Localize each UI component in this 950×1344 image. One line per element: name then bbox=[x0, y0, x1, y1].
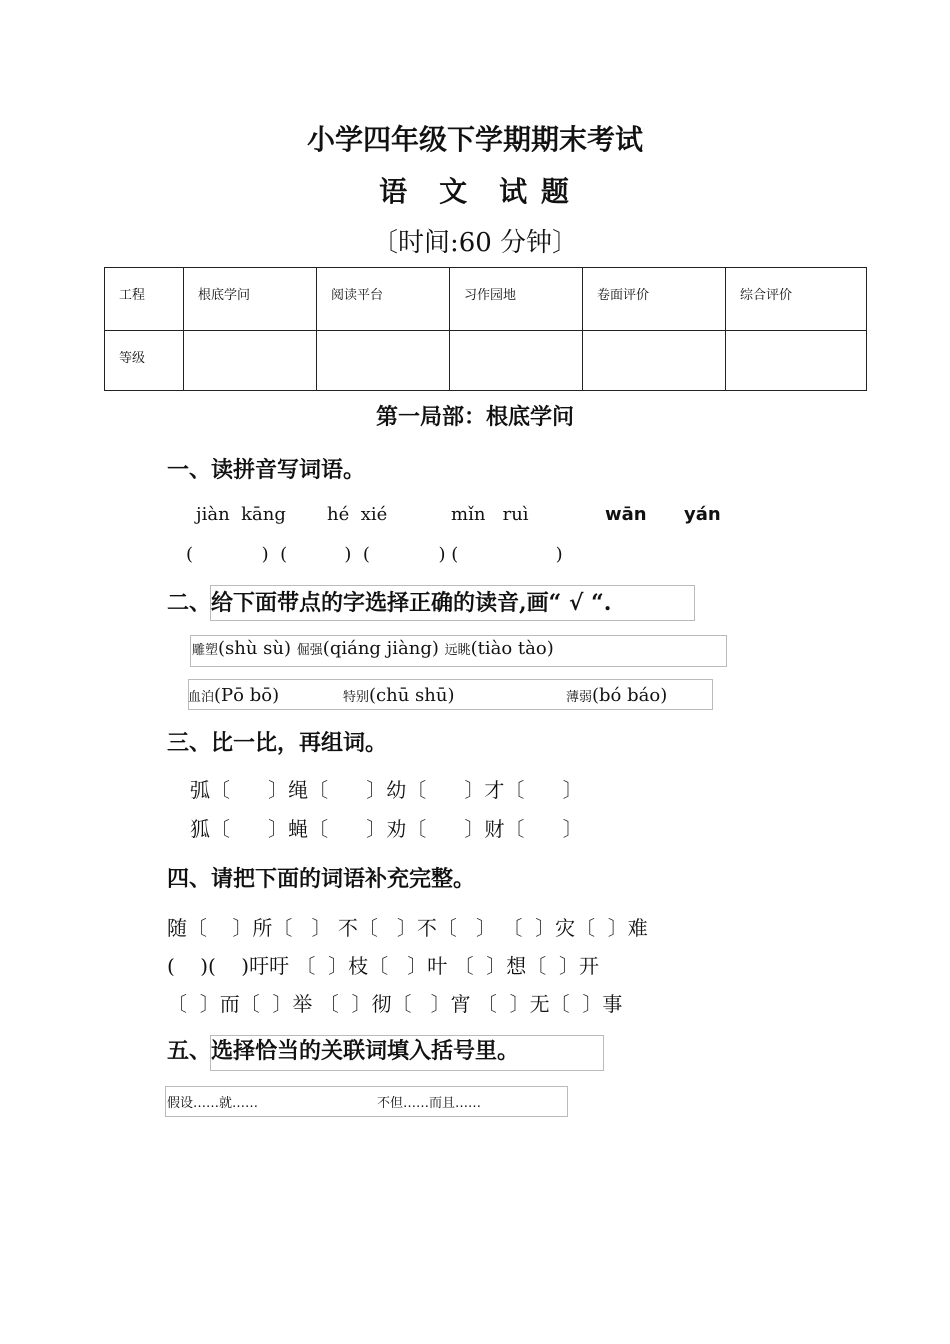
q4-row1[interactable]: 随〔 〕所〔 〕 不〔 〕不〔 〕 〔 〕灾〔 〕难 bbox=[167, 916, 648, 940]
part1-title: 第一局部：根底学问 bbox=[375, 404, 574, 430]
q4-row3[interactable]: 〔 〕而〔 〕举 〔 〕彻〔 〕宵 〔 〕无〔 〕事 bbox=[167, 992, 623, 1016]
q2-options[interactable]: (shù sù) bbox=[218, 638, 292, 659]
score-row-label: 等级 bbox=[105, 331, 184, 391]
score-header-cell: 工程 bbox=[105, 268, 184, 331]
score-header-cell: 综合评价 bbox=[726, 268, 867, 331]
score-cell[interactable] bbox=[317, 331, 450, 391]
q1-pinyin-1: jiàn kāng bbox=[196, 504, 286, 525]
score-header-cell: 卷面评价 bbox=[583, 268, 726, 331]
q1-pinyin-4: wān bbox=[605, 504, 647, 525]
q1-pinyin-3: mǐn ruì bbox=[451, 504, 529, 525]
q2-options[interactable]: (bó báo) bbox=[592, 685, 668, 706]
q2-options[interactable]: (tiào tào) bbox=[470, 638, 554, 659]
q2-word: 薄弱 bbox=[566, 690, 593, 705]
q1-title: 一、读拼音写词语。 bbox=[167, 457, 366, 483]
exam-title: 小学四年级下学期期末考试 bbox=[306, 123, 643, 156]
q3-row1[interactable]: 弧〔 〕绳〔 〕幼〔 〕才〔 〕 bbox=[190, 778, 583, 802]
score-header-cell: 阅读平台 bbox=[317, 268, 450, 331]
score-cell[interactable] bbox=[726, 331, 867, 391]
q2-line2b bbox=[343, 685, 454, 706]
q2-title: 二、给下面带点的字选择正确的读音,画“ √ “. bbox=[167, 590, 612, 616]
score-cell[interactable] bbox=[184, 331, 317, 391]
score-header-cell: 根底学问 bbox=[184, 268, 317, 331]
q2-word: 远眺 bbox=[444, 643, 471, 658]
q2-options[interactable]: (qiáng jiàng) bbox=[322, 638, 439, 659]
exam-subject: 语 文 试 题 bbox=[379, 175, 571, 208]
q2-word: 血泊 bbox=[188, 690, 215, 705]
q2-word: 雕塑 bbox=[192, 643, 219, 658]
score-cell[interactable] bbox=[583, 331, 726, 391]
q1-answer-blanks[interactable]: ( ) ( ) ( ) ( ) bbox=[186, 544, 563, 565]
q2-word: 特别 bbox=[343, 690, 370, 705]
q1-pinyin-2: hé xié bbox=[327, 504, 388, 525]
q2-options[interactable]: (chū shū) bbox=[369, 685, 455, 706]
q2-word: 倔强 bbox=[296, 643, 323, 658]
q2-line2 bbox=[188, 685, 279, 706]
q3-title: 三、比一比，再组词。 bbox=[167, 730, 388, 756]
score-header-cell: 习作园地 bbox=[450, 268, 583, 331]
score-cell[interactable] bbox=[450, 331, 583, 391]
exam-time: 〔时间:60 分钟〕 bbox=[371, 228, 579, 258]
q2-line1 bbox=[192, 638, 554, 659]
score-table bbox=[104, 267, 867, 391]
q4-row2[interactable]: ( )( )吁吁 〔 〕枝〔 〕叶 〔 〕想〔 〕开 bbox=[167, 954, 600, 978]
q2-line2c bbox=[566, 685, 667, 706]
q4-title: 四、请把下面的词语补充完整。 bbox=[167, 866, 476, 892]
q5-title: 五、选择恰当的关联词填入括号里。 bbox=[167, 1038, 520, 1064]
q5-option-2: 不但……而且…… bbox=[377, 1096, 482, 1111]
q1-pinyin-5: yán bbox=[684, 504, 721, 525]
q2-options[interactable]: (Pō bō) bbox=[214, 685, 280, 706]
q3-row2[interactable]: 狐〔 〕蝇〔 〕劝〔 〕财〔 〕 bbox=[190, 817, 583, 841]
q5-option-1: 假设……就…… bbox=[167, 1096, 259, 1111]
